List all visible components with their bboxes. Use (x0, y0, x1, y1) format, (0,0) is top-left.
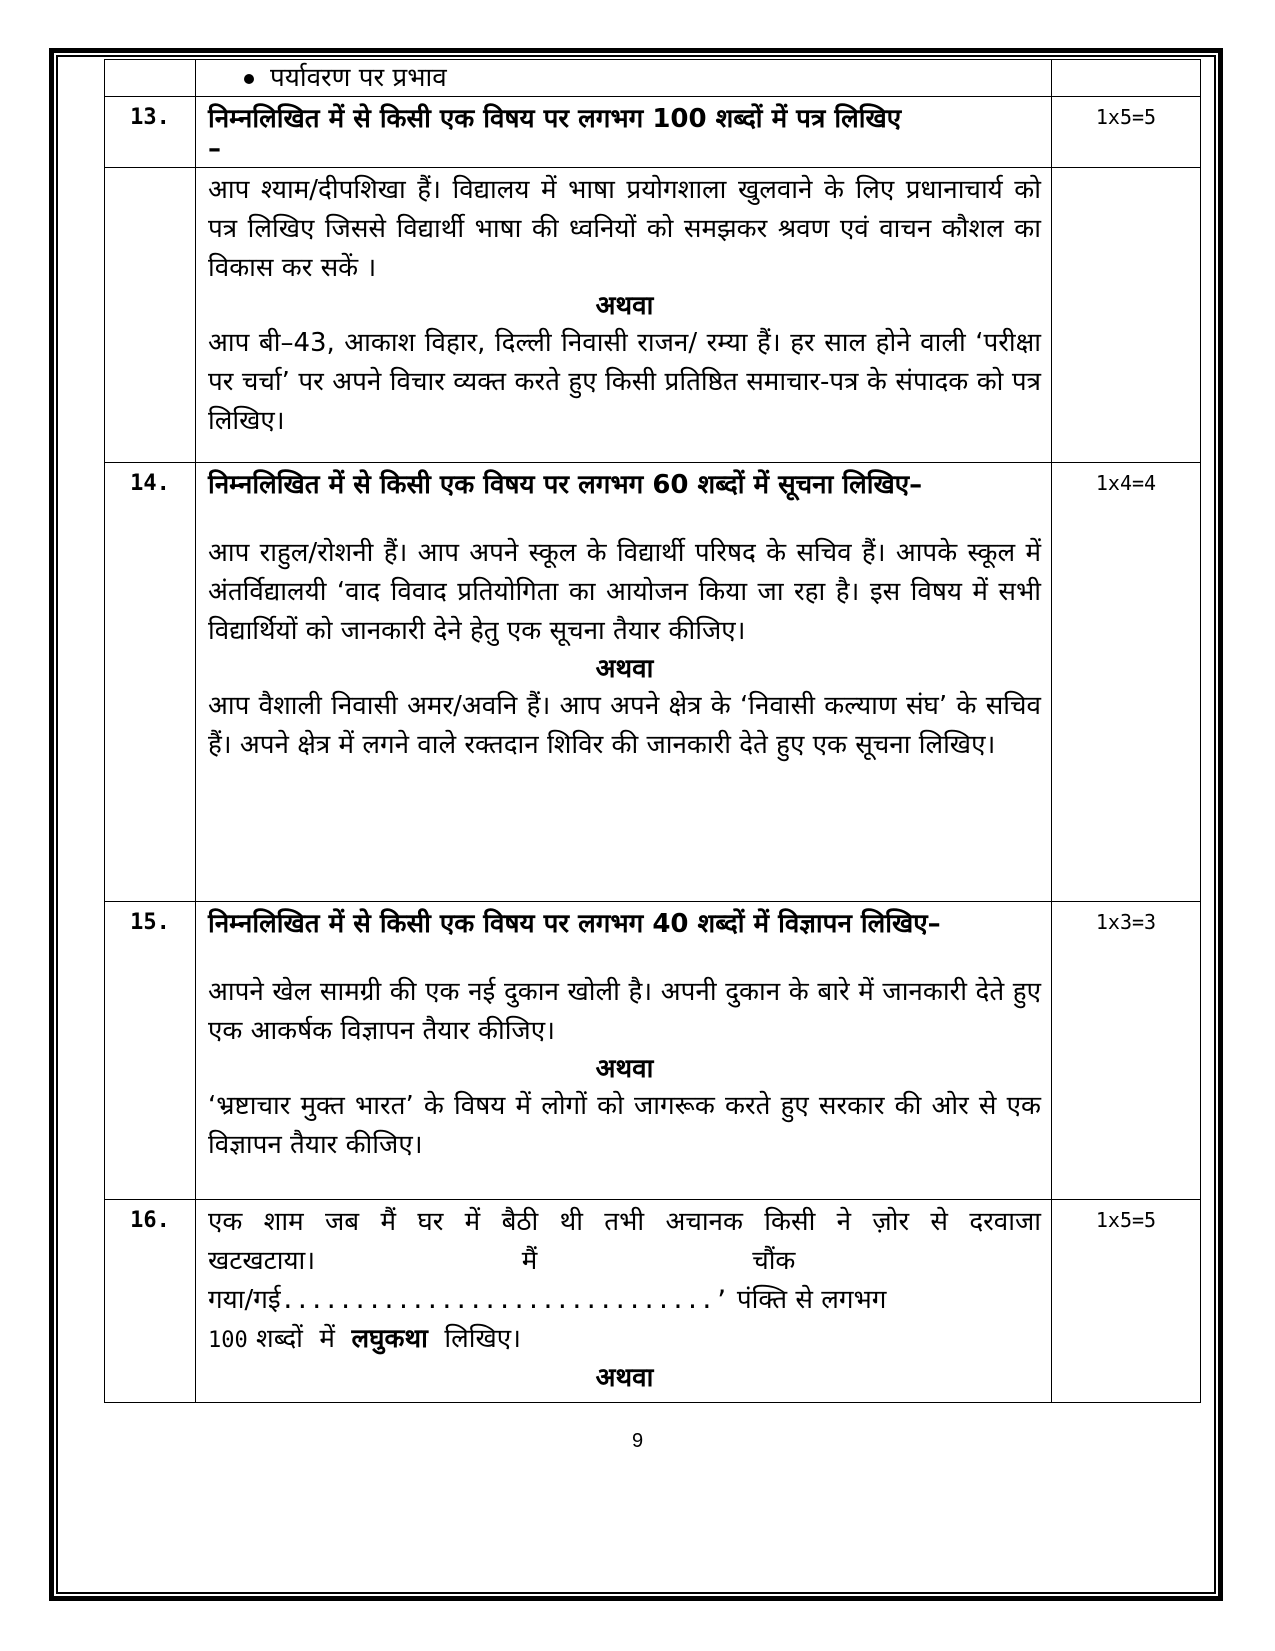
q14-spacer (208, 504, 1041, 534)
q16-row (105, 1200, 1201, 1403)
q16-word-count: 100 (208, 1328, 248, 1353)
q13-option-a: आप श्याम/दीपशिखा हैं। विद्यालय में भाषा प्रयोगशाला खुलवाने के लिए प्रधानाचार्य को पत्र लिखिए जिससे विद्यार्थी भाषा की ध्वनियों को समझकर श्रवण एवं वाचन कौशल का विकास कर सकें । (208, 175, 1041, 283)
q13-marks: 1x5=5 (1052, 97, 1201, 168)
q13-or-label: अथवा (595, 291, 654, 321)
q16-line-2: खटखटाया। मैं चौंक (208, 1246, 796, 1276)
q15-or-label: अथवा (595, 1054, 654, 1084)
q15-option-b: ‘भ्रष्टाचार मुक्त भारत’ के विषय में लोगों को जागरूक करते हुए सरकार की ओर से एक विज्ञापन तैयार कीजिए। (208, 1091, 1041, 1160)
intro-marks-cell (1052, 60, 1201, 97)
intro-number-cell (105, 60, 196, 97)
q16-laghukatha: लघुकथा (351, 1324, 428, 1354)
q13-option-b: आप बी–43, आकाश विहार, दिल्ली निवासी राजन/ रम्या हैं। हर साल होने वाली ‘परीक्षा पर चर्चा’ पर अपने विचार व्यक्त करते हुए किसी प्रतिष्ठित समाचार-पत्र के संपादक को पत्र लिखिए। (208, 328, 1041, 436)
q13-body-marks-cell (1052, 168, 1201, 463)
q16-line-4-start: शब्दों में (247, 1324, 352, 1354)
q16-line-3-start: गया/गई (208, 1285, 281, 1315)
q14-row (105, 463, 1201, 902)
q15-heading: निम्नलिखित में से किसी एक विषय पर लगभग 40 शब्दों में विज्ञापन लिखिए– (208, 909, 941, 939)
q15-spacer (208, 943, 1041, 973)
q13-header-row (105, 97, 1201, 168)
q13-body-number-cell (105, 168, 196, 463)
q15-marks: 1x3=3 (1052, 902, 1201, 1200)
q14-option-a: आप राहुल/रोशनी हैं। आप अपने स्कूल के विद्यार्थी परिषद के सचिव हैं। आपके स्कूल में अंतर्विद्यालयी ‘वाद विवाद प्रतियोगिता का आयोजन किया जा रहा है। इस विषय में सभी विद्यार्थियों को जानकारी देने हेतु एक सूचना तैयार कीजिए। (208, 538, 1041, 646)
q16-marks: 1x5=5 (1052, 1200, 1201, 1403)
q16-line-4 (208, 1320, 1041, 1360)
q14-option-b: आप वैशाली निवासी अमर/अवनि हैं। आप अपने क्षेत्र के ‘निवासी कल्याण संघ’ के सचिव हैं। अपने क्षेत्र में लगने वाले रक्तदान शिविर की जानकारी देते हुए एक सूचना लिखिए। (208, 691, 1041, 760)
q15-option-a: आपने खेल सामग्री की एक नई दुकान खोली है। अपनी दुकान के बारे में जानकारी देते हुए एक आकर्षक विज्ञापन तैयार कीजिए। (208, 977, 1041, 1046)
q15-number: 15. (105, 902, 196, 1200)
bullet-icon (244, 74, 254, 84)
q16-dotted-blank: ..............................’ (280, 1286, 729, 1314)
q15-body-cell (196, 902, 1052, 1200)
q14-marks: 1x4=4 (1052, 463, 1201, 902)
q16-line-3-end: पंक्ति से लगभग (728, 1285, 887, 1315)
question-table (104, 59, 1201, 1403)
q16-line-4-end: लिखिए। (427, 1324, 521, 1354)
q14-number: 14. (105, 463, 196, 902)
q16-or-label: अथवा (595, 1363, 654, 1393)
q15-row (105, 902, 1201, 1200)
q16-line-1: एक शाम जब मैं घर में बैठी थी तभी अचानक किसी ने ज़ोर से दरवाजा (208, 1207, 1041, 1237)
q16-number: 16. (105, 1200, 196, 1403)
intro-row (105, 60, 1201, 97)
q16-body-cell (196, 1200, 1052, 1403)
intro-text: पर्यावरण पर प्रभाव (270, 63, 447, 93)
q14-heading: निम्नलिखित में से किसी एक विषय पर लगभग 60 शब्दों में सूचना लिखिए– (208, 470, 923, 500)
q13-heading: निम्नलिखित में से किसी एक विषय पर लगभग 100 शब्दों में पत्र लिखिए (208, 104, 902, 134)
q13-number: 13. (105, 97, 196, 168)
q13-heading-cell (196, 97, 1052, 168)
q13-body-row (105, 168, 1201, 463)
q14-or-label: अथवा (595, 654, 654, 684)
q14-body-cell (196, 463, 1052, 902)
intro-text-cell (196, 60, 1052, 97)
q16-line-3 (208, 1281, 1041, 1320)
q13-heading-tail: – (208, 134, 221, 164)
q13-body-cell (196, 168, 1052, 463)
page-number: 9 (631, 1430, 644, 1452)
